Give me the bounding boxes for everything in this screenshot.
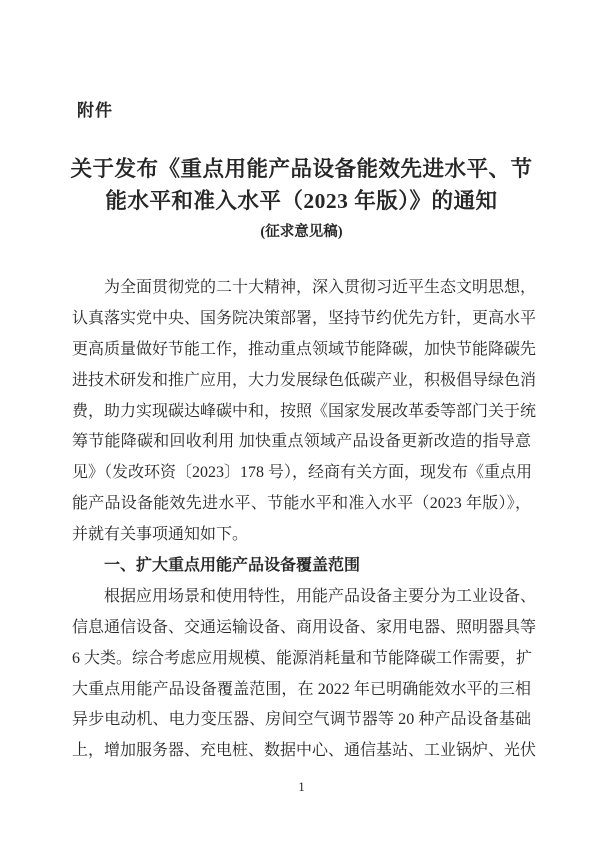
body-line: 认真落实党中央、国务院决策部署，坚持节约优先方针，更高水平 — [72, 309, 537, 327]
body-line: 异步电动机、电力变压器、房间空气调节器等 20 种产品设备基础 — [72, 711, 531, 729]
attachment-label: 附件 — [77, 101, 113, 120]
body-line: 信息通信设备、交通运输设备、商用设备、家用电器、照明器具等 — [72, 618, 537, 636]
body-line: 大重点用能产品设备覆盖范围，在 2022 年已明确能效水平的三相 — [72, 680, 531, 698]
page-number: 1 — [298, 779, 305, 794]
body-line: 根据应用场景和使用特性，用能产品设备主要分为工业设备、 — [104, 587, 537, 605]
document-title-line-1: 关于发布《重点用能产品设备能效先进水平、节 — [70, 157, 533, 181]
document-title-line-2: 能水平和准入水平（2023 年版）》的通知 — [105, 189, 498, 213]
body-line: 筹节能降碳和回收利用 加快重点领域产品设备更新改造的指导意 — [72, 433, 531, 451]
body-line: 见》（发改环资〔2023〕178 号），经商有关方面，现发布《重点用 — [72, 464, 533, 482]
body-line: 上，增加服务器、充电桩、数据中心、通信基站、工业锅炉、光伏 — [72, 742, 537, 760]
document-subtitle: (征求意见稿) — [260, 224, 343, 240]
body-line: 进技术研发和推广应用，大力发展绿色低碳产业，积极倡导绿色消 — [72, 371, 537, 389]
body-line: 能产品设备能效先进水平、节能水平和准入水平（2023 年版）》， — [72, 495, 531, 513]
body-line: 6 大类。综合考虑应用规模、能源消耗量和节能降碳工作需要，扩 — [72, 649, 533, 667]
document-title — [60, 153, 543, 243]
section-heading: 一、扩大重点用能产品设备覆盖范围 — [104, 557, 361, 575]
body-line: 费，助力实现碳达峰碳中和，按照《国家发展改革委等部门关于统 — [72, 402, 537, 420]
body-line: 并就有关事项通知如下。 — [72, 526, 249, 544]
body-line: 为全面贯彻党的二十大精神，深入贯彻习近平生态文明思想， — [104, 279, 537, 296]
document-body — [72, 273, 537, 767]
body-line: 更高质量做好节能工作，推动重点领域节能降碳，加快节能降碳先 — [72, 340, 537, 358]
